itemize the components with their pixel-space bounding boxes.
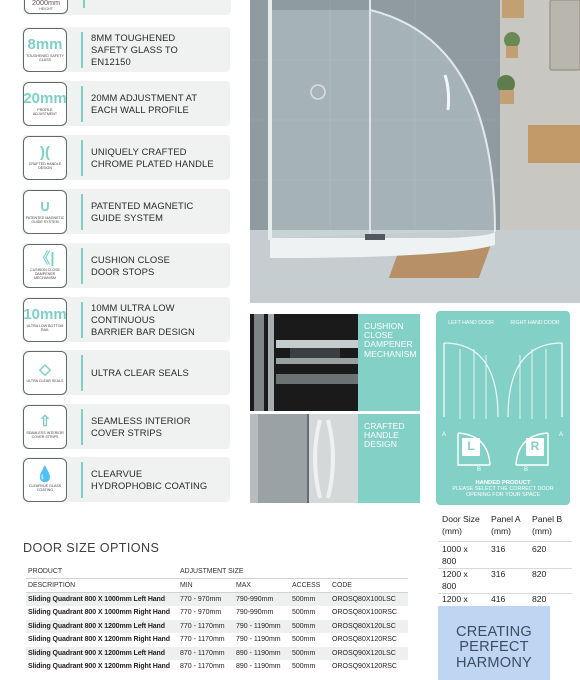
feature-icon-caption: SEAMLESS INTERIOR COVER STRIPS: [26, 430, 64, 439]
right-plan-letter: R: [530, 439, 540, 453]
left-plan-letter: L: [467, 439, 475, 453]
header-panel-a: Panel A (mm): [491, 514, 521, 536]
clear-seals-icon: [23, 351, 67, 395]
dampener-photo: [250, 314, 358, 411]
feature-divider: [81, 32, 83, 68]
feature-item: [22, 404, 230, 449]
feature-divider: [81, 86, 83, 122]
feature-divider: [81, 248, 83, 284]
feature-icon-glyph: ∪: [39, 197, 51, 215]
glass-thickness-icon: [23, 28, 67, 72]
table-row: [26, 660, 408, 673]
height-feature-bar: [83, 0, 85, 8]
handle-scene: [250, 414, 358, 503]
profile-adjustment-icon: [23, 82, 67, 126]
row-access: 500mm: [292, 636, 316, 644]
right-dim-b: B: [524, 467, 529, 473]
feature-item: [22, 297, 230, 342]
table-row: [26, 620, 408, 633]
panel-table-divider: [438, 541, 572, 542]
feature-item: [22, 135, 230, 180]
dampener-caption: CUSHION CLOSE DAMPENER MECHANISM: [358, 314, 420, 411]
table-divider: [26, 578, 408, 579]
feature-divider: [81, 302, 83, 338]
cushion-close-icon: [23, 244, 67, 288]
row-max: 890 - 1190mm: [236, 663, 281, 670]
row-max: 790 - 1190mm: [236, 622, 281, 630]
feature-text: CLEARVUE HYDROPHOBIC COATING: [91, 467, 208, 491]
height-value: 2000mm: [32, 0, 60, 7]
right-hand-label: RIGHT HAND DOOR: [510, 320, 560, 326]
row-max: 890 - 1190mm: [236, 649, 281, 657]
header-door-size: Door Size (mm): [442, 514, 480, 536]
feature-icon-glyph: 10mm: [23, 305, 67, 323]
row-min: 870 - 1170mm: [180, 663, 225, 670]
row-min: 770 - 1170mm: [180, 622, 225, 630]
feature-item: [22, 243, 230, 288]
shower-enclosure-photo: [250, 0, 580, 303]
table-row: [26, 647, 408, 660]
feature-icon-glyph: )(: [40, 143, 50, 161]
row-description: Sliding Quadrant 800 X 1000mm Right Hand: [28, 609, 170, 617]
panel-b-cell: 620: [532, 544, 547, 554]
row-code: OROSQ80X120RSC: [332, 636, 397, 644]
row-description: Sliding Quadrant 800 X 1200mm Left Hand: [28, 622, 165, 630]
row-max: 790 - 1190mm: [236, 636, 281, 644]
left-dim-b: B: [477, 467, 482, 473]
row-code: OROSQ90X120RSC: [332, 663, 397, 670]
handed-footer-title: HANDED PRODUCT: [475, 480, 531, 486]
panel-a-cell: 416: [491, 594, 506, 604]
panel-b-cell: 820: [532, 569, 547, 579]
table-row: [438, 543, 572, 567]
panel-a-cell: 316: [491, 544, 506, 554]
feature-icon-caption: ULTRA CLEAR SEALS: [26, 378, 64, 383]
height-feature-fragment: [23, 0, 231, 15]
feature-text: PATENTED MAGNETIC GUIDE SYSTEM: [91, 199, 194, 223]
row-code: OROSQ80X120LSC: [332, 622, 396, 630]
left-dim-a: A: [442, 432, 447, 438]
feature-icon-glyph: 20mm: [23, 89, 67, 107]
cover-strip-icon: [23, 405, 67, 449]
handed-footer: [440, 480, 566, 499]
handle-caption: CRAFTED HANDLE DESIGN: [358, 414, 420, 503]
header-access: ACCESS: [292, 582, 321, 589]
feature-icon-caption: PROFILE ADJUSTMENT: [32, 107, 58, 116]
feature-item: [22, 81, 230, 126]
dampener-scene: [250, 314, 358, 411]
feature-icon-caption: CLEARVUE GLASS COATING: [28, 483, 62, 492]
row-max: 790-990mm: [236, 609, 274, 617]
header-product: PRODUCT: [28, 568, 63, 575]
right-dim-a: A: [559, 432, 564, 438]
row-access: 500mm: [292, 649, 316, 657]
feature-text: 20MM ADJUSTMENT AT EACH WALL PROFILE: [91, 91, 197, 115]
shower-scene: [250, 0, 580, 303]
header-adjustment: ADJUSTMENT SIZE: [180, 568, 244, 575]
header-description: DESCRIPTION: [28, 582, 76, 589]
panel-a-cell: 316: [491, 569, 506, 579]
feature-text: CUSHION CLOSE DOOR STOPS: [91, 253, 170, 277]
bottom-rail-icon: [23, 298, 67, 342]
row-code: OROSQ80X100RSC: [332, 609, 397, 617]
door-size-cell: 1200 x 800: [442, 569, 468, 591]
handed-product-panel: [436, 311, 570, 505]
door-size-cell: 1000 x 800: [442, 544, 468, 566]
door-size-cell: 1200 x: [442, 594, 468, 604]
height-caption: HEIGHT: [39, 7, 53, 11]
harmony-banner: CREATING PERFECT HARMONY: [438, 606, 550, 680]
magnet-icon: [23, 190, 67, 234]
feature-text: UNIQUELY CRAFTED CHROME PLATED HANDLE: [91, 145, 214, 169]
handle-icon: [23, 136, 67, 180]
row-description: Sliding Quadrant 900 X 1200mm Right Hand: [28, 663, 170, 670]
feature-text: ULTRA CLEAR SEALS: [91, 366, 189, 378]
feature-divider: [81, 462, 83, 498]
table-row: [26, 633, 408, 646]
row-code: OROSQ90X120LSC: [332, 649, 396, 657]
row-min: 770 - 1170mm: [180, 636, 225, 644]
feature-icon-glyph: 8mm: [27, 35, 63, 53]
row-access: 500mm: [292, 609, 316, 617]
row-description: Sliding Quadrant 800 X 1200mm Right Hand: [28, 636, 170, 644]
table-row: [26, 593, 408, 606]
feature-icon-glyph: 《|: [35, 249, 55, 267]
row-min: 770 - 970mm: [180, 609, 222, 617]
row-access: 500mm: [292, 596, 316, 603]
feature-text: 8MM TOUGHENED SAFETY GLASS TO EN12150: [91, 31, 178, 67]
row-access: 500mm: [292, 663, 316, 670]
panel-size-table: [438, 511, 572, 604]
feature-divider: [81, 355, 83, 391]
panel-b-cell: 820: [532, 594, 547, 604]
handed-diagram: [436, 311, 570, 481]
height-icon: [24, 0, 68, 14]
row-min: 870 - 1170mm: [180, 649, 225, 657]
door-size-title: DOOR SIZE OPTIONS: [23, 541, 160, 555]
feature-icon-caption: PATENTED MAGNETIC GUIDE SYSTEM: [25, 215, 65, 224]
feature-icon-glyph: ⇧: [38, 412, 52, 430]
feature-icon-glyph: ◇: [39, 360, 51, 378]
feature-text: 10MM ULTRA LOW CONTINUOUS BARRIER BAR DESIGN: [91, 301, 195, 337]
header-min: MIN: [180, 582, 193, 589]
header-code: CODE: [332, 582, 352, 589]
header-panel-b: Panel B (mm): [532, 514, 563, 536]
row-access: 500mm: [292, 622, 316, 630]
feature-divider: [81, 409, 83, 445]
header-max: MAX: [236, 582, 251, 589]
feature-icon-caption: CRAFTED HANDLE DESIGN: [28, 161, 62, 170]
feature-item: [22, 27, 230, 72]
handle-photo: [250, 414, 358, 503]
row-max: 790-990mm: [236, 596, 274, 603]
table-row: [26, 606, 408, 619]
feature-divider: [81, 194, 83, 230]
feature-icon-glyph: 💧: [35, 465, 55, 483]
row-description: Sliding Quadrant 900 X 1200mm Left Hand: [28, 649, 165, 657]
row-code: OROSQ80X100LSC: [332, 596, 396, 603]
feature-icon-caption: CUSHION CLOSE DAMPENER MECHANISM: [30, 267, 60, 281]
table-row: [438, 568, 572, 592]
feature-icon-caption: TOUGHENED SAFETY GLASS: [26, 53, 64, 62]
row-description: Sliding Quadrant 800 X 1000mm Left Hand: [28, 596, 165, 603]
feature-item: [22, 457, 230, 502]
handed-footer-text: PLEASE SELECT THE CORRECT DOOR OPENING FOR YOUR SPACE: [452, 486, 554, 499]
panel-table-header: [438, 511, 572, 539]
feature-divider: [81, 140, 83, 176]
row-min: 770 - 970mm: [180, 596, 222, 603]
left-hand-label: LEFT HAND DOOR: [448, 320, 494, 326]
feature-text: SEAMLESS INTERIOR COVER STRIPS: [91, 414, 191, 438]
feature-icon-caption: ULTRA LOW BOTTOM RAIL: [26, 323, 64, 332]
feature-item: [22, 189, 230, 234]
feature-item: [22, 350, 230, 395]
hydrophobic-coating-icon: [23, 458, 67, 502]
